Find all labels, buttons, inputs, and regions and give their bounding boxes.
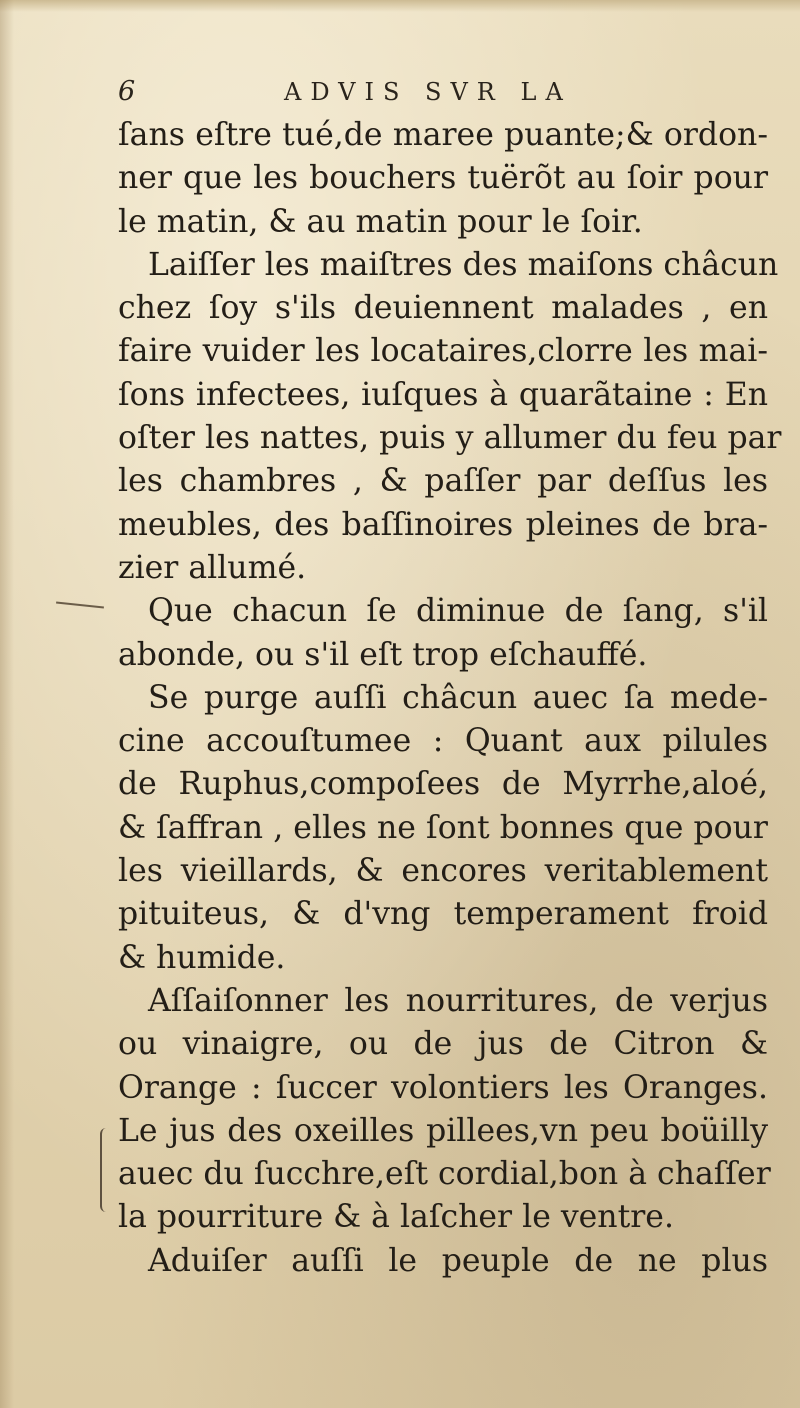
text-line: Laiſſer les maiſtres des maiſons châcun (148, 246, 779, 283)
text-line: la pourriture & à laſcher le ventre. (118, 1199, 674, 1236)
text-line: pituiteus, & d'vng temperament froid (118, 896, 768, 933)
body-text (118, 114, 782, 1283)
text-line: ſons infectees, iuſques à quarãtaine : En (118, 376, 768, 413)
page-number: 6 (118, 76, 136, 107)
text-line: cine accouſtumee : Quant aux pilules (118, 723, 768, 760)
text-line: les vieillards, & encores veritablement (118, 853, 768, 890)
text-line: Orange : ſuccer volontiers les Oranges. (118, 1069, 768, 1106)
text-line: les chambres , & paſſer par deſſus les (118, 463, 768, 500)
page-gutter-shadow (0, 0, 14, 1408)
text-line: auec du ſucchre,eſt cordial,bon à chaſſer (118, 1156, 771, 1193)
text-line: Aſſaiſonner les nourritures, de verjus (148, 982, 768, 1019)
text-line: Aduiſer auſſi le peuple de ne plus (148, 1242, 768, 1279)
text-line: & ſaffran , elles ne ſont bonnes que pour (118, 809, 768, 846)
text-line: Le jus des oxeilles pillees,vn peu boüilly (118, 1112, 768, 1149)
text-line: abonde, ou s'il eſt trop eſchauffé. (118, 636, 648, 673)
page-top-edge (0, 0, 800, 12)
text-line: ner que les bouchers tuërõt au ſoir pour (118, 160, 768, 197)
text-line: le matin, & au matin pour le ſoir. (118, 203, 643, 240)
text-line: chez ſoy s'ils deuiennent malades , en (118, 290, 768, 327)
running-head: ADVIS SVR LA (284, 78, 572, 106)
text-line: Se purge auſſi châcun auec ſa mede- (148, 679, 768, 716)
text-line: meubles, des baſſinoires pleines de bra- (118, 506, 768, 543)
margin-ink-mark (56, 601, 104, 608)
text-line: de Ruphus,compoſees de Myrrhe,aloé, (118, 766, 768, 803)
text-line: ſans eſtre tué,de maree puante;& ordon- (118, 117, 768, 153)
page-header (118, 76, 718, 116)
text-line: Que chacun ſe diminue de ſang, s'il (148, 593, 768, 630)
text-line: faire vuider les locataires,clorre les mai- (118, 333, 768, 370)
text-line: oſter les nattes, puis y allumer du feu par (118, 420, 782, 457)
text-line: zier allumé. (118, 549, 307, 586)
margin-bracket-mark (100, 1128, 110, 1212)
text-line: ou vinaigre, ou de jus de Citron & (118, 1026, 768, 1063)
text-line: & humide. (118, 939, 286, 976)
